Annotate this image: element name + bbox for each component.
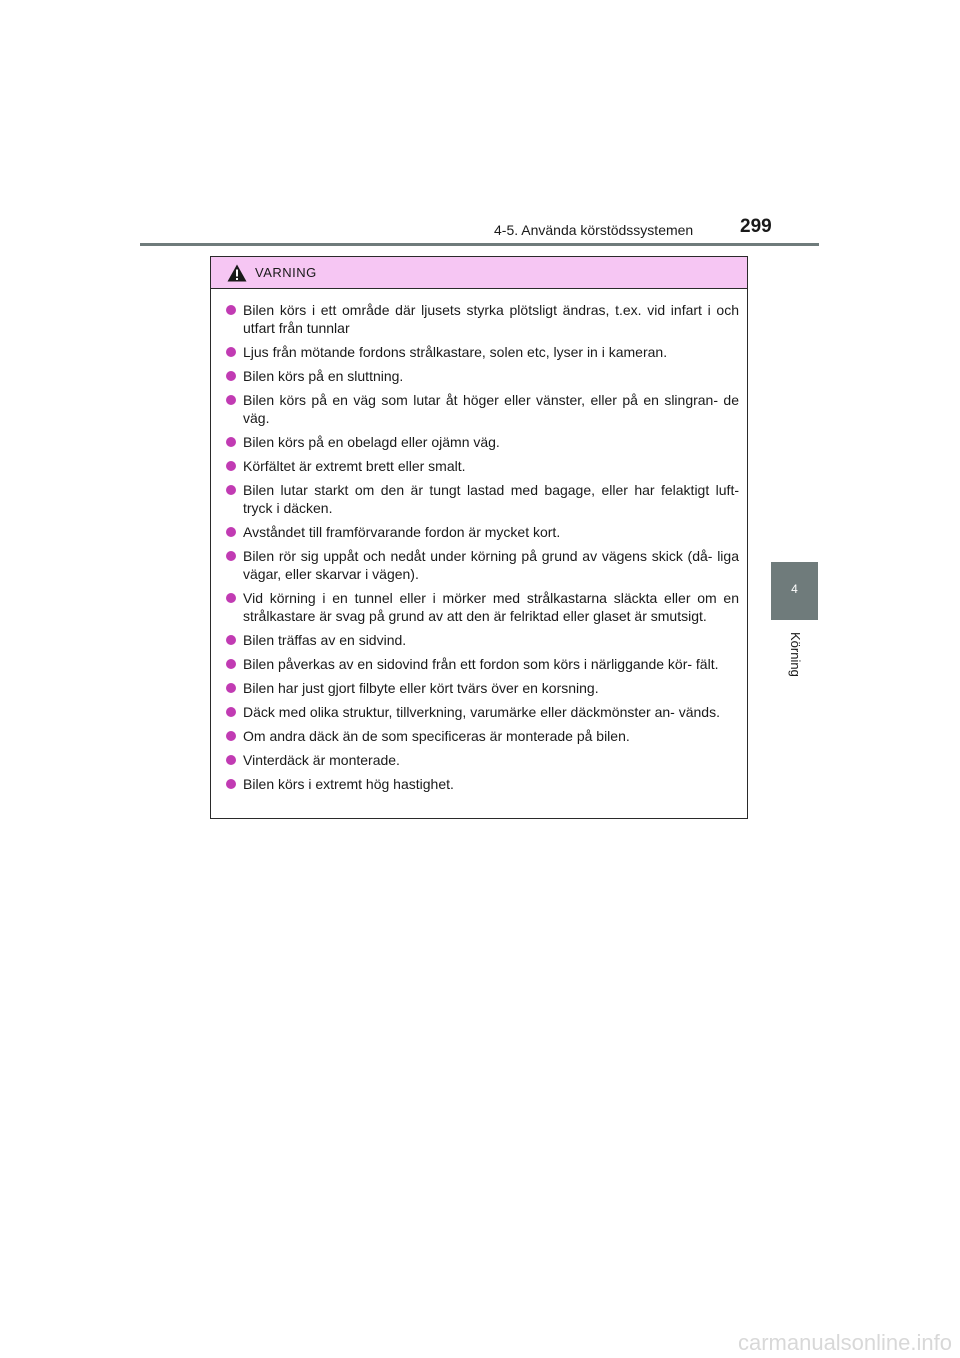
warning-item	[226, 457, 739, 475]
bullet-icon	[226, 437, 236, 447]
warning-box	[210, 256, 748, 819]
bullet-icon	[226, 731, 236, 741]
bullet-icon	[226, 707, 236, 717]
warning-item-text: Bilen träffas av en sidvind.	[243, 632, 407, 648]
chapter-label: Körning	[788, 632, 803, 677]
warning-list	[211, 289, 747, 793]
warning-item	[226, 343, 739, 361]
warning-item-text: Körfältet är extremt brett eller smalt.	[243, 458, 466, 474]
bullet-icon	[226, 593, 236, 603]
warning-item	[226, 631, 739, 649]
warning-item-text: Bilen har just gjort filbyte eller kört tvärs över en korsning.	[243, 680, 599, 696]
page-number: 299	[740, 216, 772, 237]
page-header	[0, 0, 960, 250]
warning-item-text: Bilen rör sig uppåt och nedåt under körning på grund av vägens skick (då- liga vägar, eller skarvar i vägen).	[243, 548, 739, 582]
bullet-icon	[226, 461, 236, 471]
warning-item-text: Ljus från mötande fordons strålkastare, solen etc, lyser in i kameran.	[243, 344, 668, 360]
bullet-icon	[226, 305, 236, 315]
warning-item	[226, 703, 739, 721]
bullet-icon	[226, 659, 236, 669]
bullet-icon	[226, 635, 236, 645]
warning-item-text: Bilen körs på en väg som lutar åt höger eller vänster, eller på en slingran- de väg.	[243, 392, 739, 426]
warning-item	[226, 727, 739, 745]
warning-item-text: Om andra däck än de som specificeras är monterade på bilen.	[243, 728, 630, 744]
warning-item-text: Bilen körs i extremt hög hastighet.	[243, 776, 454, 792]
watermark: carmanualsonline.info	[737, 1330, 952, 1355]
chapter-tab	[771, 562, 818, 620]
warning-item-text: Bilen körs på en sluttning.	[243, 368, 404, 384]
warning-item-text: Däck med olika struktur, tillverkning, varumärke eller däckmönster an- vänds.	[243, 704, 720, 720]
warning-item	[226, 655, 739, 673]
warning-item	[226, 589, 739, 625]
warning-header	[211, 257, 747, 289]
bullet-icon	[226, 527, 236, 537]
warning-item-text: Vinterdäck är monterade.	[243, 752, 400, 768]
bullet-icon	[226, 347, 236, 357]
header-rule	[140, 243, 819, 246]
warning-item	[226, 481, 739, 517]
warning-triangle-icon	[227, 264, 247, 282]
chapter-number: 4	[791, 582, 798, 596]
warning-item	[226, 433, 739, 451]
bullet-icon	[226, 485, 236, 495]
warning-item	[226, 301, 739, 337]
bullet-icon	[226, 551, 236, 561]
warning-item-text: Bilen påverkas av en sidovind från ett fordon som körs i närliggande kör- fält.	[243, 656, 719, 672]
warning-item	[226, 523, 739, 541]
warning-item	[226, 547, 739, 583]
warning-item	[226, 367, 739, 385]
warning-title: VARNING	[255, 265, 317, 280]
warning-item	[226, 679, 739, 697]
bullet-icon	[226, 779, 236, 789]
warning-item	[226, 751, 739, 769]
bullet-icon	[226, 371, 236, 381]
warning-item-text: Bilen lutar starkt om den är tungt lastad med bagage, eller har felaktigt luft- tryck i däcken.	[243, 482, 739, 516]
warning-item	[226, 391, 739, 427]
warning-item-text: Bilen körs i ett område där ljusets styrka plötsligt ändras, t.ex. vid infart i och utfart från tunnlar	[243, 302, 739, 336]
bullet-icon	[226, 755, 236, 765]
warning-item-text: Vid körning i en tunnel eller i mörker med strålkastarna släckta eller om en strålkastare är svag på grund av att den är felriktad eller glaset är smutsigt.	[243, 590, 739, 624]
bullet-icon	[226, 395, 236, 405]
bullet-icon	[226, 683, 236, 693]
section-title: 4-5. Använda körstödssystemen	[494, 222, 694, 238]
warning-item	[226, 775, 739, 793]
warning-item-text: Avståndet till framförvarande fordon är mycket kort.	[243, 524, 561, 540]
warning-item-text: Bilen körs på en obelagd eller ojämn väg.	[243, 434, 500, 450]
